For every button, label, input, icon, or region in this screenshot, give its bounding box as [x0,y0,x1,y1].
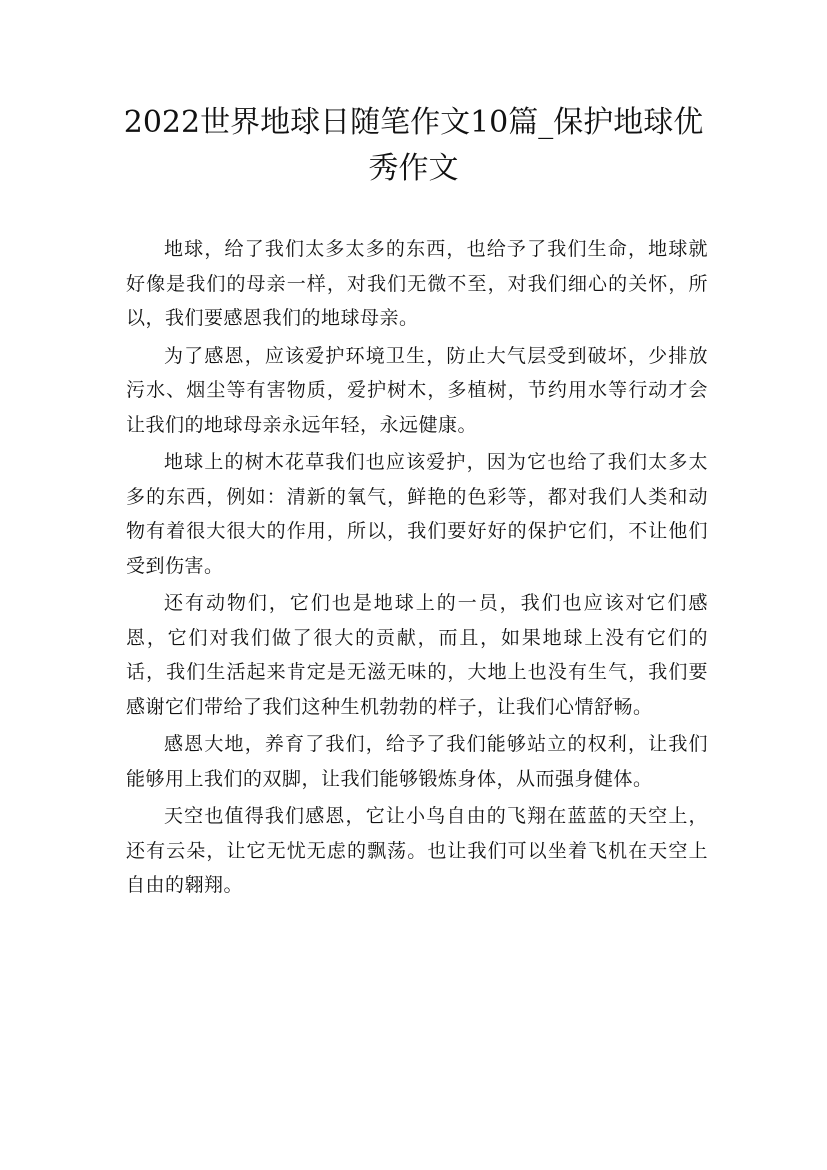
paragraph-2: 为了感恩，应该爱护环境卫生，防止大气层受到破坏，少排放污水、烟尘等有害物质，爱护树木，多植树，节约用水等行动才会让我们的地球母亲永远年轻，永远健康。 [126,344,708,436]
document-body [126,232,708,906]
paragraph-1: 地球，给了我们太多太多的东西，也给予了我们生命，地球就好像是我们的母亲一样，对我们无微不至，对我们细心的关怀，所以，我们要感恩我们的地球母亲。 [126,238,708,329]
paragraph-6: 天空也值得我们感恩，它让小鸟自由的飞翔在蓝蓝的天空上，还有云朵，让它无忧无虑的飘荡。也让我们可以坐着飞机在天空上自由的翱翔。 [126,805,708,896]
document-title: 2022世界地球日随笔作文10篇_保护地球优秀作文 [123,105,704,186]
paragraph-5: 感恩大地，养育了我们，给予了我们能够站立的权利，让我们能够用上我们的双脚，让我们能够锻炼身体，从而强身健体。 [126,733,708,790]
paragraph-3: 地球上的树木花草我们也应该爱护，因为它也给了我们太多太多的东西，例如：清新的氧气，鲜艳的色彩等，都对我们人类和动物有着很大很大的作用，所以，我们要好好的保护它们，不让他们受到伤害。 [126,451,708,577]
paragraph-4: 还有动物们，它们也是地球上的一员，我们也应该对它们感恩，它们对我们做了很大的贡献，而且，如果地球上没有它们的话，我们生活起来肯定是无滋无味的，大地上也没有生气，我们要感谢它们带给了我们这种生机勃勃的样子，让我们心情舒畅。 [126,592,708,718]
